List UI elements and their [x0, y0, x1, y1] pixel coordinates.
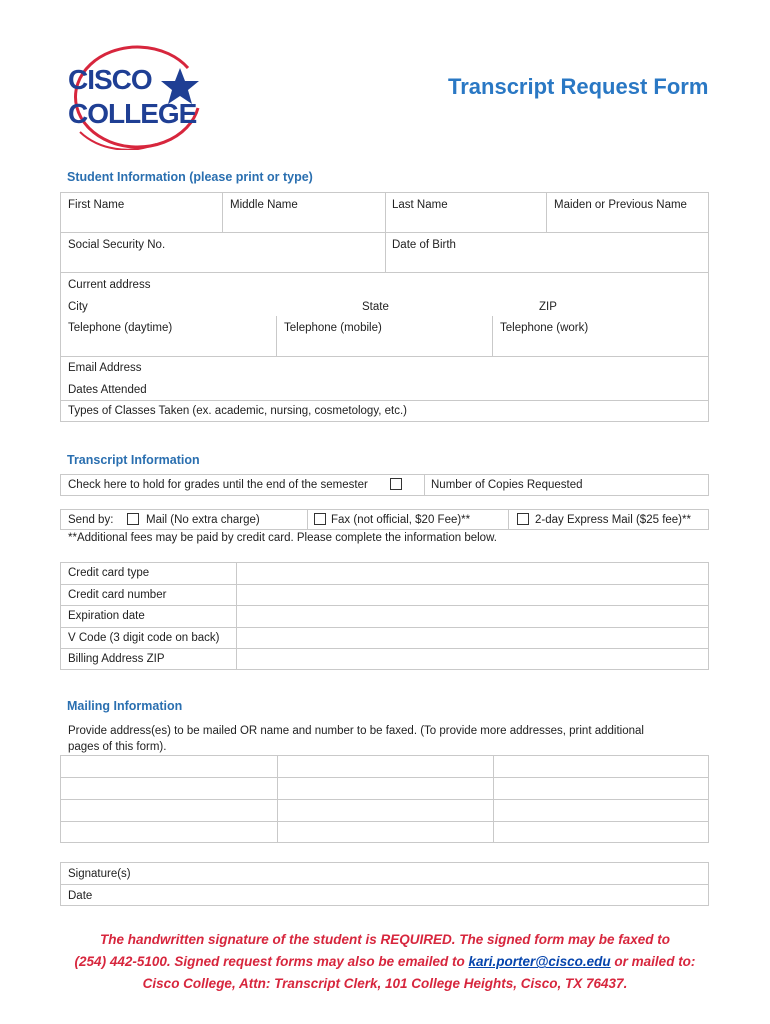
footer-notice-line1: The handwritten signature of the student is REQUIRED. The signed form may be faxed to: [99, 932, 671, 947]
city-field[interactable]: City: [68, 301, 88, 313]
footer-mail-text: or mailed to:: [610, 954, 696, 969]
credit-card-number-label: Credit card number: [68, 589, 167, 601]
fax-checkbox[interactable]: [314, 513, 326, 525]
send-by-label: Send by:: [68, 514, 114, 526]
credit-card-type-input[interactable]: [237, 563, 708, 584]
mailing-instructions-line2: pages of this form).: [68, 741, 167, 753]
college-logo: [60, 40, 210, 150]
ssn-field[interactable]: Social Security No.: [68, 239, 166, 251]
zip-field[interactable]: ZIP: [539, 301, 557, 313]
credit-card-number-input[interactable]: [237, 585, 708, 605]
dob-field[interactable]: Date of Birth: [392, 239, 456, 251]
credit-card-type-label: Credit card type: [68, 567, 150, 579]
footer-fax-text: (254) 442-5100. Signed request forms may also be emailed to: [74, 954, 469, 969]
billing-zip-input[interactable]: [237, 649, 708, 669]
transcript-info-heading: Transcript Information: [67, 453, 200, 467]
signature-field[interactable]: Signature(s): [68, 868, 131, 880]
footer-notice-line3: Cisco College, Attn: Transcript Clerk, 101 College Heights, Cisco, TX 76437.: [142, 976, 628, 991]
copies-requested-field[interactable]: Number of Copies Requested: [431, 479, 583, 491]
logo-text-college: COLLEGE: [68, 98, 197, 129]
telephone-daytime-field[interactable]: Telephone (daytime): [68, 322, 173, 334]
logo-text-cisco: CISCO: [68, 64, 152, 95]
current-address-field[interactable]: Current address: [68, 279, 151, 291]
mailing-info-heading: Mailing Information: [67, 699, 183, 713]
expiration-date-label: Expiration date: [68, 610, 145, 622]
expiration-date-input[interactable]: [237, 606, 708, 627]
mailing-address-entries[interactable]: [61, 756, 708, 842]
hold-grades-label: Check here to hold for grades until the end of the semester: [68, 479, 368, 491]
express-mail-option-label: 2-day Express Mail ($25 fee)**: [535, 514, 691, 526]
v-code-label: V Code (3 digit code on back): [68, 632, 220, 644]
mail-checkbox[interactable]: [127, 513, 139, 525]
telephone-work-field[interactable]: Telephone (work): [500, 322, 589, 334]
last-name-field[interactable]: Last Name: [392, 199, 448, 211]
billing-zip-label: Billing Address ZIP: [68, 653, 165, 665]
student-info-heading: Student Information (please print or type): [67, 170, 313, 184]
classes-taken-field[interactable]: Types of Classes Taken (ex. academic, nursing, cosmetology, etc.): [68, 405, 407, 417]
page-title: Transcript Request Form: [448, 74, 709, 99]
telephone-mobile-field[interactable]: Telephone (mobile): [284, 322, 382, 334]
hold-grades-checkbox[interactable]: [390, 478, 402, 490]
footer-notice-line2: [0, 951, 770, 973]
date-field[interactable]: Date: [68, 890, 93, 902]
dates-attended-field[interactable]: Dates Attended: [68, 384, 147, 396]
state-field[interactable]: State: [362, 301, 389, 313]
v-code-input[interactable]: [237, 628, 708, 648]
maiden-name-field[interactable]: Maiden or Previous Name: [554, 199, 687, 211]
first-name-field[interactable]: First Name: [68, 199, 125, 211]
fees-note: **Additional fees may be paid by credit card. Please complete the information below.: [68, 532, 497, 544]
mailing-instructions-line1: Provide address(es) to be mailed OR name and number to be faxed. (To provide more addresses, print additional: [68, 725, 644, 737]
clerk-email-link[interactable]: kari.porter@cisco.edu: [468, 954, 611, 969]
mail-option-label: Mail (No extra charge): [146, 514, 260, 526]
express-mail-checkbox[interactable]: [517, 513, 529, 525]
middle-name-field[interactable]: Middle Name: [230, 199, 298, 211]
fax-option-label: Fax (not official, $20 Fee)**: [331, 514, 471, 526]
email-field[interactable]: Email Address: [68, 362, 142, 374]
